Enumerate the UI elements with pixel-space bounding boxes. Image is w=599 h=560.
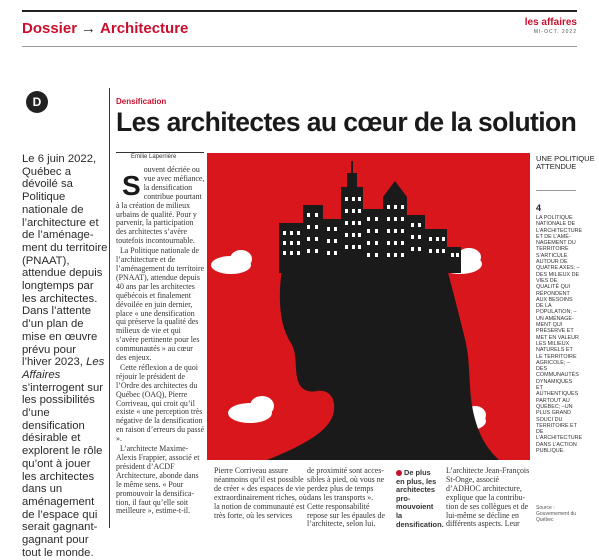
sidebox-rule [536, 190, 576, 191]
issue-date: MI-OCT. 2022 [533, 29, 577, 35]
intro-text-italic: Les Affaires [22, 356, 105, 381]
bullet-dot-icon [396, 470, 402, 476]
sidebox-number: 4 [536, 203, 542, 213]
sidebox-heading: UNE POLITIQUE ATTENDUE [536, 154, 595, 171]
header-rule [22, 10, 577, 12]
paragraph-2: La Politique nationale de l’architecture et de l’aménagement du territoire (PNAAT), attendue depuis 40 ans par les architectes québécois et finalement dévoilée en juin dernier, place « une densification qui préserve la qualité des milieux de vie et qui s’avère pertinente pour les communautés » au cœur des enjeux. [116, 246, 205, 363]
lead-paragraph: ouvent décriée ou vue avec méfiance, la densification contribue pourtant à la création de milieux urbains de qualité. Pour y parvenir, la participation des architectes s’avère toutefois incontournable. [116, 165, 205, 246]
breadcrumb-arrow-icon: → [81, 20, 97, 37]
column-divider [109, 88, 110, 528]
logo-name: les affaires [524, 17, 577, 28]
article-column-3: de proximité sont accessibles à pied, où vous ne perdez plus de temps dans les transports ». Cette responsabilité repose sur les épaules de l’architecte, selon lui. [307, 466, 386, 529]
sidebox-text: LA POLITIQUE NATIONALE DE L’ARCHITECTURE ET DE L’AMÉNAGEMENT DU TERRITOIRE S’ARTICULE AUTOUR DE QUATRE AXES: –DES MILIEUX DE VIES DE QUALITÉ QUI RÉPONDENT AUX BESOINS DE LA POPULATION; –UN AMÉNAGEMENT QUI PRÉSERVE ET MET EN VALEUR LES MILIEUX NATURELS ET LE TERRITOIRE AGRICOLE; –DES COMMUNAUTÉS DYNAMIQUES ET AUTHENTIQUES PARTOUT AU QUÉBEC; –UN PLUS GRAND SOUCI DU TERRITOIRE ET DE L’ARCHITECTURE DANS L’ACTION PUBLIQUE. [536, 215, 583, 454]
article-byline: Emilie Laperrière [131, 154, 177, 160]
sidebox-source: Source : Gouvernement du Québec [536, 505, 577, 523]
paragraph-3: Cette réflexion a de quoi réjouir le président de l’Ordre des architectes du Québec (OAQ), Pierre Corriveau, qui croit qu’il existe « une perception très négative de la densification en raison d’erreurs du passé ». [116, 362, 205, 444]
article-column-5: L’architecte Jean-François St-Onge, associé d’ADHOC architecture, explique que la contribution de ses collègues et de lui-même se décline en différents aspects. Leur [446, 466, 530, 529]
subsection-label[interactable]: Architecture [100, 20, 189, 37]
publication-logo [525, 17, 577, 35]
paragraph-4: L’architecte Maxime-Alexis Frappier, associé et président d’ACDF Architecture, abonde dans le même sens. « Pour promouvoir la densification, il faut qu’elle soit meilleure », estime-t-il. [116, 444, 200, 516]
intro-text-part2: s’interrogent sur les possibilités d’une densification désirable et explorent le rôle qu’ont à jouer les architectes dans un aménagement de l’espace qui serait gagnant-gagnant pour tout le monde. [22, 381, 103, 559]
section-breadcrumb [22, 20, 188, 37]
illustration-city-head [207, 153, 530, 460]
article-column-2: Pierre Corriveau assure néanmoins qu’il est possible de créer « des espaces de vie extraordinairement riches, où la notion de communauté est très forte, où les services [214, 466, 307, 520]
drop-cap: S [122, 170, 141, 201]
section-label[interactable]: Dossier [22, 20, 78, 37]
intro-text-part1: Le 6 juin 2022, Québec a dévoilé sa Politique nationale de l’architecture et de l’aménagement du territoire (PNAAT), attendue depuis longtemps par les architectes. Dans l’attente d’un plan de mise en œuvre prévu pour l’hiver 2023, [22, 153, 108, 369]
article-headline: Les architectes au cœur de la solution [116, 107, 577, 137]
pull-quote [396, 468, 444, 529]
dossier-badge: D [26, 91, 48, 113]
byline-rule [116, 152, 204, 153]
intro-text [22, 153, 108, 560]
header-divider [22, 46, 577, 47]
article-column-1 [116, 166, 205, 517]
article-kicker: Densification [116, 97, 167, 106]
pull-quote-text: De plus en plus, les architectes promouvoient la densification. [396, 468, 444, 529]
